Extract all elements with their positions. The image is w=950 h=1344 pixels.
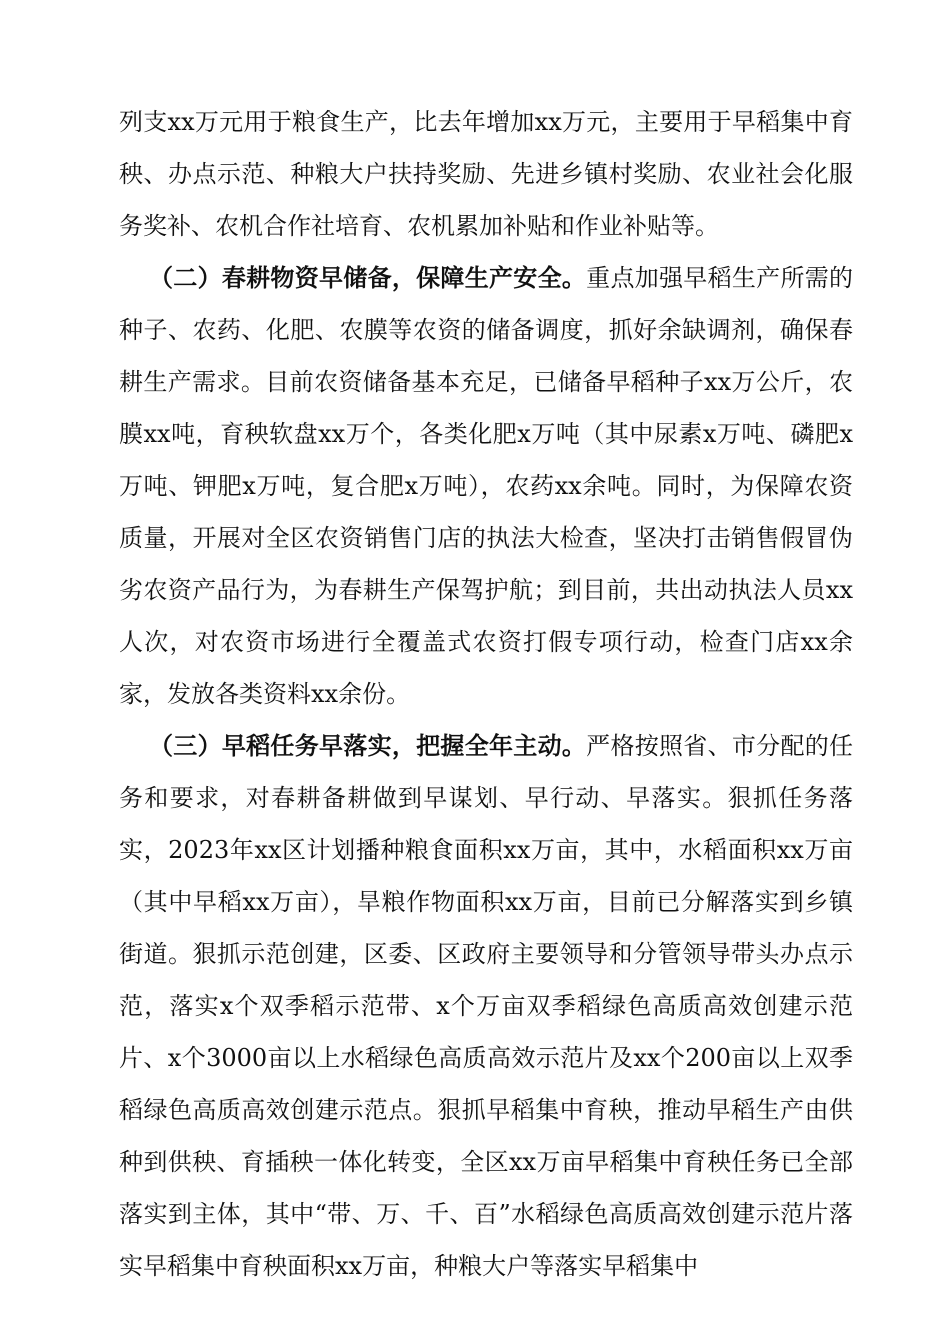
paragraph-section-two: [119, 252, 853, 720]
paragraph-text: 严格按照省、市分配的任务和要求，对春耕备耕做到早谋划、早行动、早落实。狠抓任务落实，2023年xx区计划播种粮食面积xx万亩，其中，水稻面积xx万亩（其中早稻xx万亩），旱粮作物面积xx万亩，目前已分解落实到乡镇街道。狠抓示范创建，区委、区政府主要领导和分管领导带头办点示范，落实x个双季稻示范带、x个万亩双季稻绿色高质高效创建示范片、x个3000亩以上水稻绿色高质高效示范片及xx个200亩以上双季稻绿色高质高效创建示范点。狠抓早稻集中育秧，推动早稻生产由供种到供秧、育插秧一体化转变，全区xx万亩早稻集中育秧任务已全部落实到主体，其中“带、万、千、百”水稻绿色高质高效创建示范片落实早稻集中育秧面积xx万亩，种粮大户等落实早稻集中: [119, 732, 854, 1280]
paragraph-section-three: [119, 720, 853, 1292]
paragraph-text: 重点加强早稻生产所需的种子、农药、化肥、农膜等农资的储备调度，抓好余缺调剂，确保春耕生产需求。目前农资储备基本充足，已储备早稻种子xx万公斤，农膜xx吨，育秧软盘xx万个，各类化肥x万吨（其中尿素x万吨、磷肥x万吨、钾肥x万吨，复合肥x万吨），农药xx余吨。同时，为保障农资质量，开展对全区农资销售门店的执法大检查，坚决打击销售假冒伪劣农资产品行为，为春耕生产保驾护航；到目前，共出动执法人员xx人次，对农资市场进行全覆盖式农资打假专项行动，检查门店xx余家，发放各类资料xx余份。: [119, 264, 854, 708]
document-body: [119, 96, 853, 1292]
section-heading: （二）春耕物资早储备，保障生产安全。: [149, 263, 587, 292]
section-heading: （三）早稻任务早落实，把握全年主动。: [149, 731, 587, 760]
paragraph-continuation: [119, 96, 853, 252]
paragraph-text: 列支xx万元用于粮食生产，比去年增加xx万元，主要用于早稻集中育秧、办点示范、种粮大户扶持奖励、先进乡镇村奖励、农业社会化服务奖补、农机合作社培育、农机累加补贴和作业补贴等。: [119, 108, 853, 240]
